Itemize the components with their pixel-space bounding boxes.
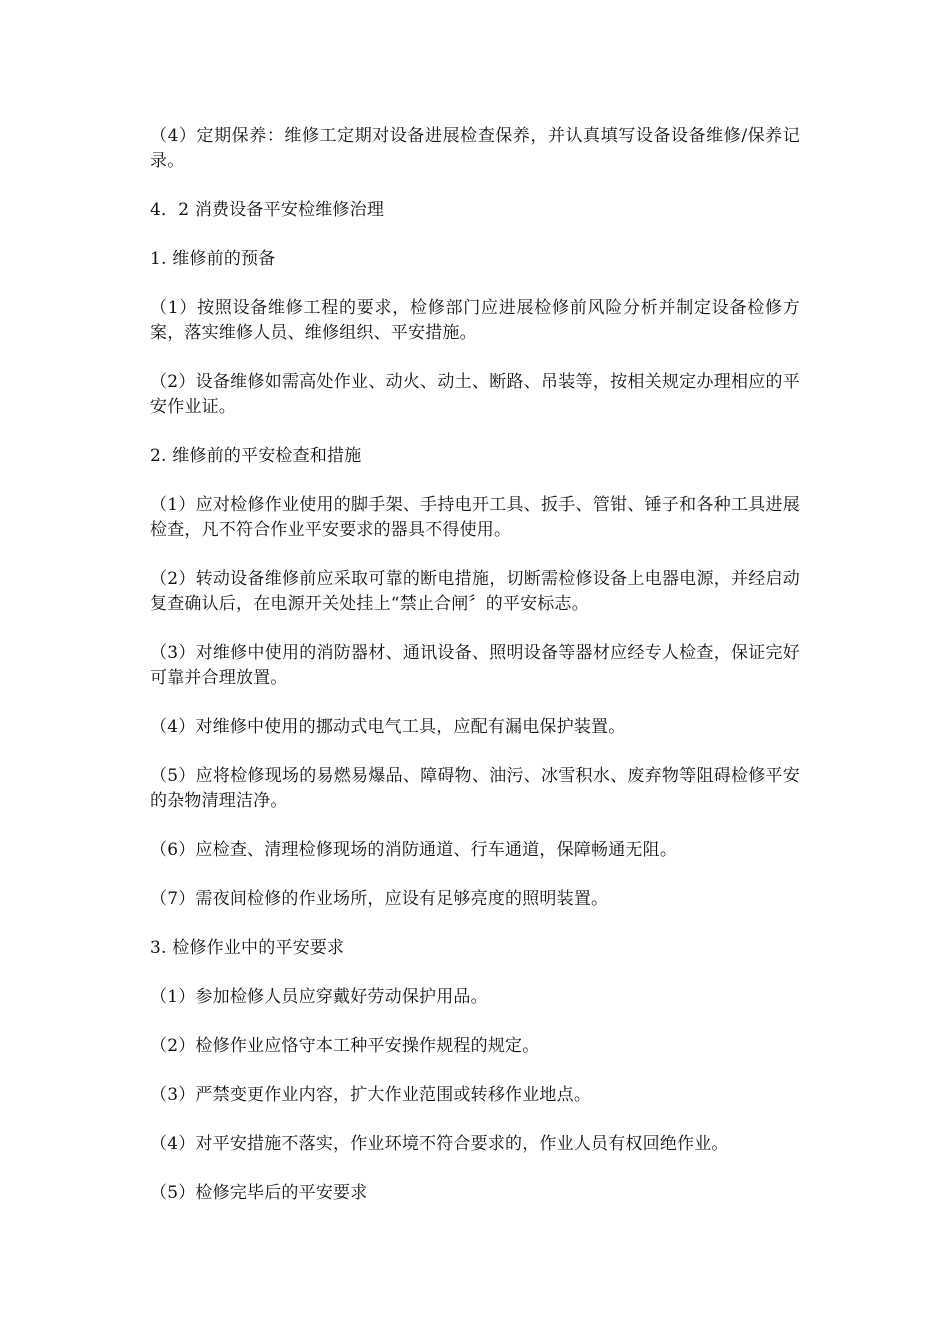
subheading-safety-checks: 2. 维修前的平安检查和措施 xyxy=(150,446,362,466)
paragraph-work-item-3: （3）严禁变更作业内容，扩大作业范围或转移作业地点。 xyxy=(150,1085,592,1105)
paragraph-work-item-2: （2）检修作业应恪守本工种平安操作规程的规定。 xyxy=(150,1036,540,1056)
paragraph-check-item-3: （3）对维修中使用的消防器材、通讯设备、照明设备等器材应经专人检查，保证完好可靠并合理放置。 xyxy=(150,643,800,688)
paragraph-prep-item-2: （2）设备维修如需高处作业、动火、动土、断路、吊装等，按相关规定办理相应的平安作业证。 xyxy=(150,372,800,417)
paragraph-work-item-4: （4）对平安措施不落实，作业环境不符合要求的，作业人员有权回绝作业。 xyxy=(150,1134,729,1154)
paragraph-check-item-4: （4）对维修中使用的挪动式电气工具，应配有漏电保护装置。 xyxy=(150,717,626,737)
paragraph-check-item-2: （2）转动设备维修前应采取可靠的断电措施，切断需检修设备上电器电源，并经启动复查确认后，在电源开关处挂上“禁止合闸〞的平安标志。 xyxy=(150,569,800,614)
paragraph-check-item-7: （7）需夜间检修的作业场所，应设有足够亮度的照明装置。 xyxy=(150,889,609,909)
paragraph-prep-item-1: （1）按照设备维修工程的要求，检修部门应进展检修前风险分析并制定设备检修方案，落实维修人员、维修组织、平安措施。 xyxy=(150,298,800,343)
section-heading-4-2: 4．2 消费设备平安检维修治理 xyxy=(150,200,385,220)
subheading-pre-maintenance-prep: 1. 维修前的预备 xyxy=(150,249,276,269)
document-body xyxy=(150,124,800,1230)
paragraph-check-item-5: （5）应将检修现场的易燃易爆品、障碍物、油污、冰雪积水、废弃物等阻碍检修平安的杂物清理洁净。 xyxy=(150,766,800,811)
paragraph-work-item-5: （5）检修完毕后的平安要求 xyxy=(150,1183,368,1203)
paragraph-work-item-1: （1）参加检修人员应穿戴好劳动保护用品。 xyxy=(150,987,488,1007)
subheading-in-work-safety: 3. 检修作业中的平安要求 xyxy=(150,938,345,958)
paragraph-check-item-1: （1）应对检修作业使用的脚手架、手持电开工具、扳手、管钳、锤子和各种工具进展检查，凡不符合作业平安要求的器具不得使用。 xyxy=(150,495,800,540)
paragraph-periodic-maintenance: （4）定期保养：维修工定期对设备进展检查保养，并认真填写设备设备维修/保养记录。 xyxy=(150,126,800,171)
paragraph-check-item-6: （6）应检查、清理检修现场的消防通道、行车通道，保障畅通无阻。 xyxy=(150,840,678,860)
